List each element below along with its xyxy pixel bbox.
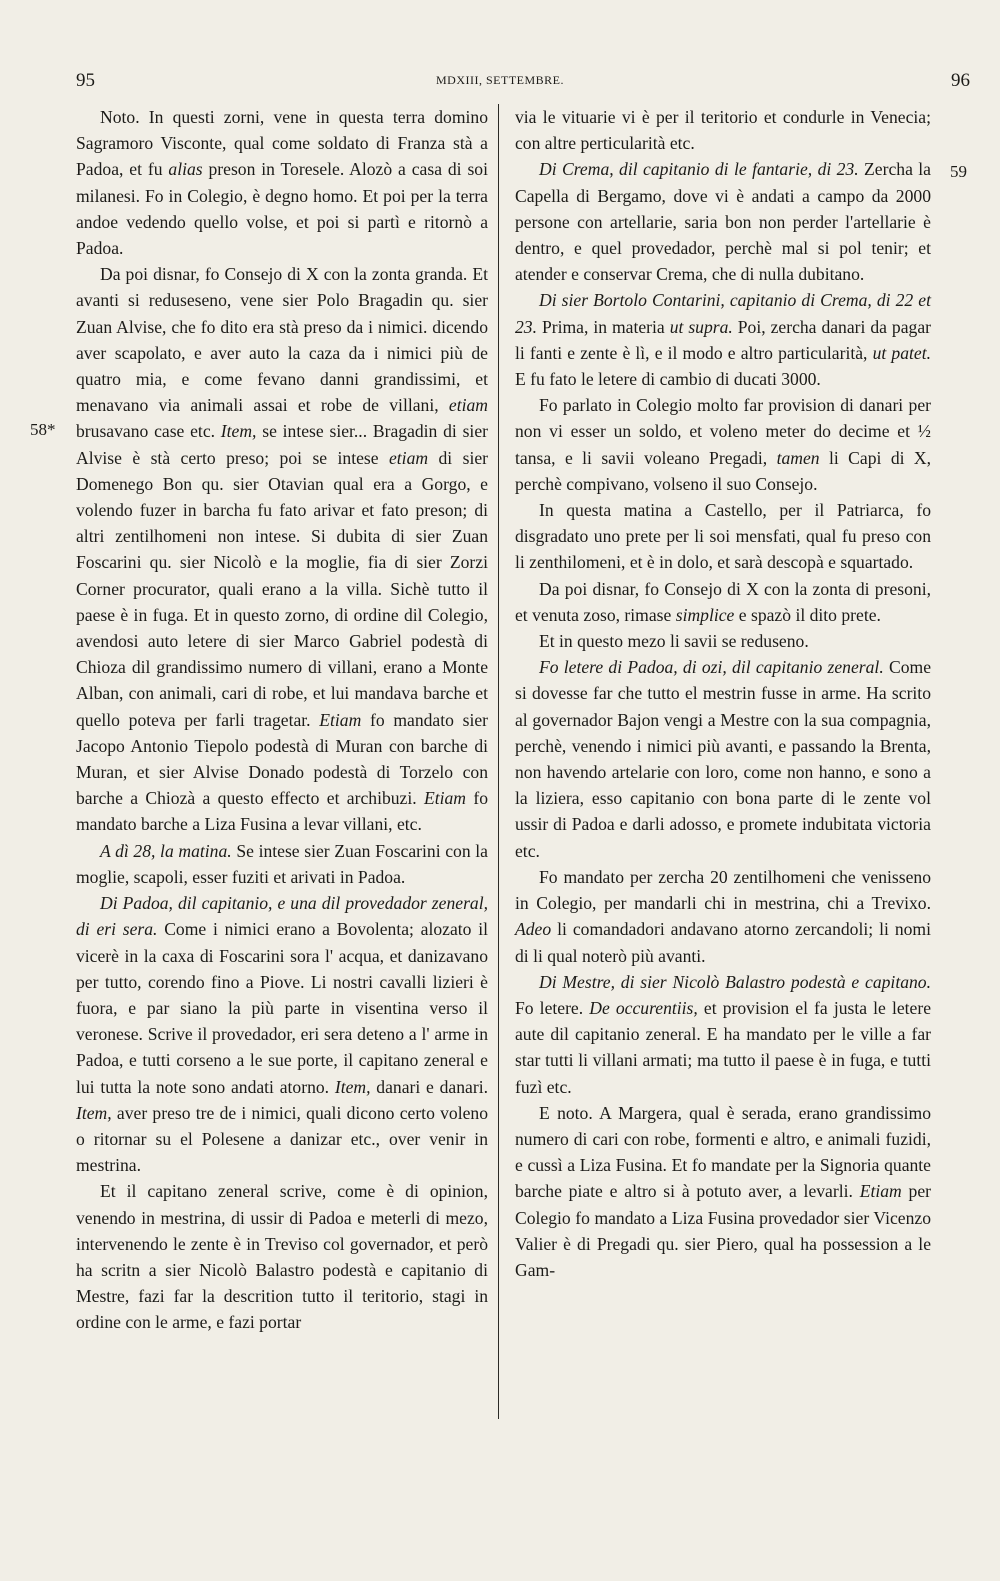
text-run: per Colegio fo mandato a Liza Fusina provedador sier Vicenzo Valier è di Pregadi qu. sier Piero, qual ha possession a le Gam- [515, 1181, 931, 1280]
paragraph [515, 392, 931, 497]
italic-text: Fo letere di Padoa, di ozi, dil capitanio zeneral. [539, 657, 884, 678]
text-run: Et in questo mezo li savii se reduseno. [539, 631, 809, 652]
italic-text: ut supra. [669, 316, 733, 337]
paragraph [515, 576, 931, 628]
text-run: Noto. In questi zorni, vene in questa terra domino Sagramoro Visconte, qual come soldato di Franza stà a Padoa, et fu [76, 107, 488, 180]
paragraph [76, 838, 488, 890]
italic-text: Di Crema, dil capitanio di le fantarie, di 23. [539, 159, 859, 180]
italic-text: Item, [334, 1076, 371, 1097]
paragraph [515, 104, 931, 156]
text-run: Fo parlato in Colegio molto far provision di danari per non vi esser un soldo, et voleno meter do decime et ½ tansa, e li savii voleano Pregadi, [515, 395, 931, 468]
italic-text: Etiam [319, 709, 362, 730]
italic-text: A dì 28, la matina. [100, 840, 232, 861]
italic-text: Adeo [515, 919, 552, 940]
italic-text: tamen [776, 447, 820, 468]
text-run: via le vituarie vi è per il teritorio et condurle in Venecia; con altre perticularità etc. [515, 107, 931, 154]
italic-text: Di Padoa, dil capitanio, e una dil provedador zeneral, di eri sera. [76, 893, 488, 940]
text-run: se intese sier... Bragadin di sier Alvise è stà certo preso; poi se intese [76, 421, 488, 468]
italic-text: Item, [76, 1102, 112, 1123]
text-run: li Capi di X, perchè compivano, volseno il suo Consejo. [515, 447, 932, 494]
italic-text: alias [168, 159, 203, 180]
italic-text: Di sier Bortolo Contarini, capitanio di Crema, di 22 et 23. [515, 290, 931, 337]
text-run: E noto. A Margera, qual è serada, erano grandissimo numero di cari con robe, formenti e altro, e animali fuzidi, e cussì a Liza Fusina. Et fo mandate per la Signoria quante barche piate e altro si à potuto aver, a levarli. [515, 1102, 931, 1202]
margin-note-right: 59 [950, 162, 967, 181]
text-run: Come si dovesse far che tutto el mestrin fusse in arme. Ha scrito al governador Bajon vengi a Mestre con la sua compagnia, perchè, venendo i nimici più avanti, e passando la Brenta, non havendo artelarie con loro, come non hanno, e sono a la liziera, esso capitanio con bona parte di le zente vol ussir di Padoa e darli adosso, e promete indubitata victoria etc. [515, 657, 932, 861]
margin-note-left: 58* [30, 420, 56, 439]
text-run: E fu fato le letere di cambio di ducati 3000. [515, 369, 821, 390]
text-run: Come i nimici erano a Bovolenta; alozato il vicerè in la caxa di Foscarini sora l' acqua, et danizavano per tutto, corendo fino a Piove. Li nostri cavalli lizieri è fuora, e par siano la più parte in visentina verso il veronese. Scrive il provedador, eri sera deteno a l' arme in Padoa, e tutti corseno a le sue porte, il capitano zeneral e lui tutta la note sono andati atorno. [76, 919, 488, 1097]
page-number-left: 95 [76, 70, 95, 91]
paragraph [515, 156, 931, 287]
italic-text: Item, [220, 421, 257, 442]
paragraph [515, 654, 931, 864]
italic-text: Etiam [859, 1181, 902, 1202]
paragraph [76, 261, 488, 837]
italic-text: Etiam [423, 788, 467, 809]
column-divider [498, 104, 499, 1419]
text-run: In questa matina a Castello, per il Patriarca, fo disgradato uno prete per li soi mensfati, qual fu preso con li zenthilomeni, et è in dolo, et sarà descopà e squartado. [515, 500, 931, 573]
italic-text: simplice [675, 604, 735, 625]
italic-text: ut patet. [872, 342, 931, 363]
text-run: Da poi disnar, fo Consejo di X con la zonta di presoni, et venuta zoso, rimase [515, 578, 931, 625]
paragraph [515, 864, 931, 969]
left-text-column [76, 104, 488, 1336]
paragraph [515, 628, 931, 654]
text-run: fo mandato sier Jacopo Antonio Tiepolo podestà di Muran con barche di Muran, et sier Alvise Donado podestà di Torzelo con barche a Chiozà a questo effecto et archibuzi. [76, 709, 488, 809]
text-run: Da poi disnar, fo Consejo di X con la zonta granda. Et avanti si reduseseno, vene sier Polo Bragadin qu. sier Zuan Alvise, che fo dito era stà preso da i nimici. dicendo aver scapolato, e aver auto la caza da i nimici più de quatro mia, e come fevano danni grandissimi, et menavano via animali assai et robe de villani, [76, 264, 488, 416]
text-run: Prima, in materia [537, 316, 670, 337]
paragraph [515, 969, 931, 1100]
paragraph [515, 497, 931, 576]
text-run: Se intese sier Zuan Foscarini con la moglie, scapoli, esser fuziti et arivati in Padoa. [76, 840, 488, 887]
text-run: aver preso tre de i nimici, quali dicono certo voleno o ritornar su el Polesene a danizar etc., over venir in mestrina. [76, 1102, 488, 1176]
italic-text: Di Mestre, di sier Nicolò Balastro podestà e capitano. [539, 971, 931, 992]
text-run: di sier Domenego Bon qu. sier Otavian qual era a Gorgo, e volendo fuzer in barcha fu fato arivar et fato preson; di altri zentilhomeni non intese. Si dubita di sier Zuan Foscarini qu. sier Nicolò e la moglie, fia di sier Zorzi Corner procurator, quali erano a la villa. Sichè tutto il paese è in fuga. Et in questo zorno, di ordine dil Colegio, avendosi auto letere di sier Marco Gabriel podestà di Chioza dil grandissimo numero di villani, erano a Monte Alban, con animali, cari di robe, et lui mandava barche et quello poteva per farli tragetar. [76, 447, 489, 730]
text-run: li comandadori andavano atorno zercandoli; li nomi di li qual noterò più avanti. [515, 919, 931, 966]
text-run: Fo letere. [515, 997, 590, 1018]
text-run: danari e danari. [370, 1076, 488, 1097]
text-run: Fo mandato per zercha 20 zentilhomeni che venisseno in Colegio, per mandarli chi in mestrina, chi a Trevixo. [515, 866, 931, 914]
italic-text: De occurentiis, [589, 997, 698, 1018]
text-run: Zercha la Capella di Bergamo, dove vi è andati a campo da 2000 persone con artellarie, saria bon non perder l'artellarie è dentro, e quel provedador, perchè mal si pol tenir; et atender e conservar Crema, che di nulla dubitano. [515, 159, 931, 285]
text-run: Et il capitano zeneral scrive, come è di opinion, venendo in mestrina, di ussir di Padoa e meterli di mezo, intervenendo le zente è in Treviso col governador, et però ha scritn a sier Nicolò Balastro podestà e capitanio di Mestre, fazi far la descrition tutto il teritorio, stagi in ordine con le arme, e fazi portar [76, 1181, 488, 1333]
text-run: Poi, zercha danari da pagar li fanti e zente è lì, e il modo e altro particularità, [515, 316, 931, 363]
italic-text: etiam [388, 447, 429, 468]
text-run: preson in Toresele. Alozò a casa di soi milanesi. Fo in Colegio, è degno homo. Et poi per la terra andoe vedendo quello volse, et poi si partì e ritornò a Padoa. [76, 159, 488, 259]
text-run: et provision el fa justa le letere aute dil capitanio zeneral. E ha mandato per le ville a far star tutti li villani armati; ma tutto il paese è in fuga, e tutti fuzì etc. [515, 997, 932, 1097]
page-header [60, 70, 970, 92]
paragraph [76, 1178, 488, 1335]
paragraph [76, 104, 488, 261]
text-run: fo mandato barche a Liza Fusina a levar villani, etc. [76, 788, 489, 835]
text-run: e spazò il dito prete. [734, 604, 881, 625]
text-run: brusavano case etc. [76, 421, 221, 442]
page-number-right: 96 [951, 70, 970, 91]
right-text-column [515, 104, 931, 1283]
paragraph [76, 890, 488, 1178]
paragraph [515, 1100, 931, 1283]
running-title: MDXIII, SETTEMBRE. [436, 73, 564, 87]
paragraph [515, 287, 931, 392]
italic-text: etiam [448, 395, 488, 416]
